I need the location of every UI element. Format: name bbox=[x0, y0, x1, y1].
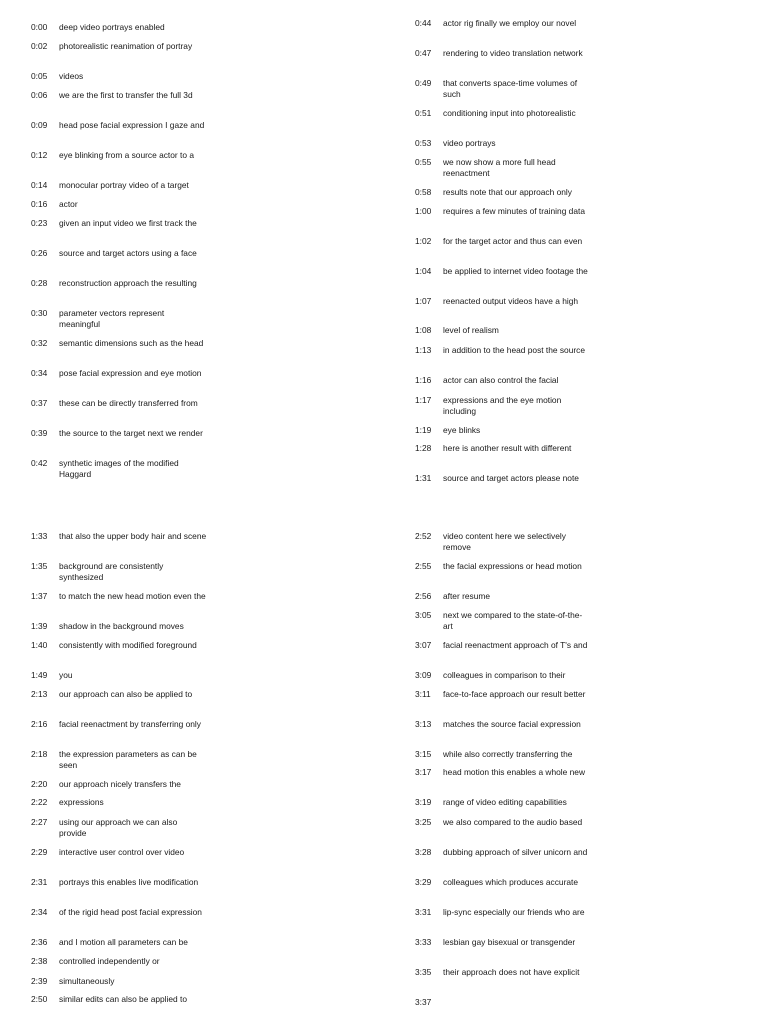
timestamp: 1:28 bbox=[415, 443, 432, 453]
timestamp: 0:09 bbox=[31, 120, 48, 130]
caption-text: these can be directly transferred from bbox=[59, 398, 198, 408]
timestamp: 0:47 bbox=[415, 48, 432, 58]
caption-text: using our approach we can also provide bbox=[59, 817, 178, 838]
caption-text: we are the first to transfer the full 3d bbox=[59, 90, 193, 100]
caption-text: lip-sync especially our friends who are bbox=[443, 907, 585, 917]
caption-text: expressions bbox=[59, 797, 104, 807]
caption-text: video portrays bbox=[443, 138, 496, 148]
timestamp: 3:19 bbox=[415, 797, 432, 807]
caption-text: actor can also control the facial bbox=[443, 375, 559, 385]
caption-text: given an input video we first track the bbox=[59, 218, 197, 228]
timestamp: 1:04 bbox=[415, 266, 432, 276]
caption-text: be applied to internet video footage the bbox=[443, 266, 588, 276]
timestamp: 3:37 bbox=[415, 997, 432, 1007]
timestamp: 3:17 bbox=[415, 767, 432, 777]
timestamp: 1:31 bbox=[415, 473, 432, 483]
timestamp: 0:42 bbox=[31, 458, 48, 468]
caption-text: simultaneously bbox=[59, 976, 115, 986]
timestamp: 1:16 bbox=[415, 375, 432, 385]
caption-text: that also the upper body hair and scene bbox=[59, 531, 207, 541]
timestamp: 0:14 bbox=[31, 180, 48, 190]
caption-text: our approach nicely transfers the bbox=[59, 779, 181, 789]
timestamp: 2:52 bbox=[415, 531, 432, 541]
caption-text: deep video portrays enabled bbox=[59, 22, 165, 32]
timestamp: 3:35 bbox=[415, 967, 432, 977]
timestamp: 1:13 bbox=[415, 345, 432, 355]
timestamp: 1:07 bbox=[415, 296, 432, 306]
timestamp: 0:37 bbox=[31, 398, 48, 408]
timestamp: 0:12 bbox=[31, 150, 48, 160]
timestamp: 1:40 bbox=[31, 640, 48, 650]
caption-text: of the rigid head post facial expression bbox=[59, 907, 202, 917]
timestamp: 1:33 bbox=[31, 531, 48, 541]
timestamp: 3:33 bbox=[415, 937, 432, 947]
timestamp: 0:05 bbox=[31, 71, 48, 81]
caption-text: videos bbox=[59, 71, 84, 81]
caption-text: actor bbox=[59, 199, 78, 209]
timestamp: 0:51 bbox=[415, 108, 432, 118]
caption-text: shadow in the background moves bbox=[59, 621, 184, 631]
timestamp: 3:09 bbox=[415, 670, 432, 680]
timestamp: 0:55 bbox=[415, 157, 432, 167]
caption-text: portrays this enables live modification bbox=[59, 877, 199, 887]
caption-text: head pose facial expression I gaze and bbox=[59, 120, 205, 130]
timestamp: 0:06 bbox=[31, 90, 48, 100]
caption-text: dubbing approach of silver unicorn and bbox=[443, 847, 588, 857]
caption-text: for the target actor and thus can even bbox=[443, 236, 583, 246]
timestamp: 1:08 bbox=[415, 325, 432, 335]
caption-text: eye blinking from a source actor to a bbox=[59, 150, 194, 160]
timestamp: 0:00 bbox=[31, 22, 48, 32]
timestamp: 2:27 bbox=[31, 817, 48, 827]
timestamp: 2:38 bbox=[31, 956, 48, 966]
caption-text: video content here we selectively remove bbox=[443, 531, 566, 552]
caption-text: while also correctly transferring the bbox=[443, 749, 573, 759]
caption-text: facial reenactment approach of T's and bbox=[443, 640, 588, 650]
caption-text: in addition to the head post the source bbox=[443, 345, 586, 355]
timestamp: 2:31 bbox=[31, 877, 48, 887]
caption-text: requires a few minutes of training data bbox=[443, 206, 585, 216]
caption-text: to match the new head motion even the bbox=[59, 591, 206, 601]
caption-text: face-to-face approach our result better bbox=[443, 689, 586, 699]
caption-text: we now show a more full head reenactment bbox=[443, 157, 556, 178]
timestamp: 3:07 bbox=[415, 640, 432, 650]
caption-text: level of realism bbox=[443, 325, 499, 335]
timestamp: 1:19 bbox=[415, 425, 432, 435]
timestamp: 0:26 bbox=[31, 248, 48, 258]
caption-text: conditioning input into photorealistic bbox=[443, 108, 576, 118]
caption-text: eye blinks bbox=[443, 425, 481, 435]
timestamp: 0:28 bbox=[31, 278, 48, 288]
caption-text: background are consistently synthesized bbox=[59, 561, 164, 582]
caption-text: the source to the target next we render bbox=[59, 428, 203, 438]
caption-text: expressions and the eye motion including bbox=[443, 395, 562, 416]
caption-text: controlled independently or bbox=[59, 956, 160, 966]
timestamp: 3:31 bbox=[415, 907, 432, 917]
caption-text: synthetic images of the modified Haggard bbox=[59, 458, 179, 479]
caption-text: colleagues which produces accurate bbox=[443, 877, 579, 887]
caption-text: head motion this enables a whole new bbox=[443, 767, 586, 777]
timestamp: 2:16 bbox=[31, 719, 48, 729]
timestamp: 3:05 bbox=[415, 610, 432, 620]
caption-text: actor rig finally we employ our novel bbox=[443, 18, 577, 28]
timestamp: 2:39 bbox=[31, 976, 48, 986]
timestamp: 0:53 bbox=[415, 138, 432, 148]
timestamp: 3:15 bbox=[415, 749, 432, 759]
timestamp: 0:23 bbox=[31, 218, 48, 228]
timestamp: 3:11 bbox=[415, 689, 431, 699]
caption-text: source and target actors using a face bbox=[59, 248, 197, 258]
timestamp: 1:17 bbox=[415, 395, 432, 405]
caption-text: next we compared to the state-of-the-art bbox=[443, 610, 583, 631]
caption-text: semantic dimensions such as the head bbox=[59, 338, 204, 348]
timestamp: 1:39 bbox=[31, 621, 48, 631]
caption-text: results note that our approach only bbox=[443, 187, 572, 197]
caption-text: monocular portray video of a target bbox=[59, 180, 189, 190]
caption-text: after resume bbox=[443, 591, 491, 601]
timestamp: 2:55 bbox=[415, 561, 432, 571]
timestamp: 3:25 bbox=[415, 817, 432, 827]
timestamp: 1:02 bbox=[415, 236, 432, 246]
caption-text: rendering to video translation network bbox=[443, 48, 583, 58]
caption-text: matches the source facial expression bbox=[443, 719, 581, 729]
caption-text: the expression parameters as can be seen bbox=[59, 749, 197, 770]
timestamp: 2:34 bbox=[31, 907, 48, 917]
caption-text: source and target actors please note bbox=[443, 473, 579, 483]
timestamp: 0:16 bbox=[31, 199, 48, 209]
caption-text: parameter vectors represent meaningful bbox=[59, 308, 165, 329]
timestamp: 0:39 bbox=[31, 428, 48, 438]
timestamp: 2:13 bbox=[31, 689, 48, 699]
timestamp: 0:58 bbox=[415, 187, 432, 197]
timestamp: 3:28 bbox=[415, 847, 432, 857]
caption-text: reconstruction approach the resulting bbox=[59, 278, 197, 288]
caption-text: pose facial expression and eye motion bbox=[59, 368, 202, 378]
timestamp: 1:49 bbox=[31, 670, 48, 680]
timestamp: 2:22 bbox=[31, 797, 48, 807]
caption-text: consistently with modified foreground bbox=[59, 640, 197, 650]
timestamp: 0:02 bbox=[31, 41, 48, 51]
timestamp: 3:13 bbox=[415, 719, 432, 729]
timestamp: 1:00 bbox=[415, 206, 432, 216]
timestamp: 2:56 bbox=[415, 591, 432, 601]
timestamp: 2:18 bbox=[31, 749, 48, 759]
timestamp: 0:30 bbox=[31, 308, 48, 318]
caption-text: that converts space-time volumes of such bbox=[443, 78, 578, 99]
caption-text: colleagues in comparison to their bbox=[443, 670, 566, 680]
caption-text: reenacted output videos have a high bbox=[443, 296, 579, 306]
timestamp: 0:34 bbox=[31, 368, 48, 378]
timestamp: 1:35 bbox=[31, 561, 48, 571]
timestamp: 0:44 bbox=[415, 18, 432, 28]
caption-text: here is another result with different bbox=[443, 443, 572, 453]
caption-text: the facial expressions or head motion bbox=[443, 561, 582, 571]
caption-text: similar edits can also be applied to bbox=[59, 994, 188, 1004]
timestamp: 0:32 bbox=[31, 338, 48, 348]
timestamp: 2:50 bbox=[31, 994, 48, 1004]
caption-text: interactive user control over video bbox=[59, 847, 185, 857]
caption-text: our approach can also be applied to bbox=[59, 689, 193, 699]
caption-text: you bbox=[59, 670, 73, 680]
caption-text: and I motion all parameters can be bbox=[59, 937, 188, 947]
timestamp: 2:29 bbox=[31, 847, 48, 857]
caption-text: lesbian gay bisexual or transgender bbox=[443, 937, 576, 947]
caption-text: photorealistic reanimation of portray bbox=[59, 41, 193, 51]
timestamp: 2:20 bbox=[31, 779, 48, 789]
caption-text: we also compared to the audio based bbox=[443, 817, 583, 827]
timestamp: 2:36 bbox=[31, 937, 48, 947]
timestamp: 0:49 bbox=[415, 78, 432, 88]
timestamp: 1:37 bbox=[31, 591, 48, 601]
caption-text: facial reenactment by transferring only bbox=[59, 719, 201, 729]
caption-text: range of video editing capabilities bbox=[443, 797, 567, 807]
timestamp: 3:29 bbox=[415, 877, 432, 887]
caption-text: their approach does not have explicit bbox=[443, 967, 580, 977]
